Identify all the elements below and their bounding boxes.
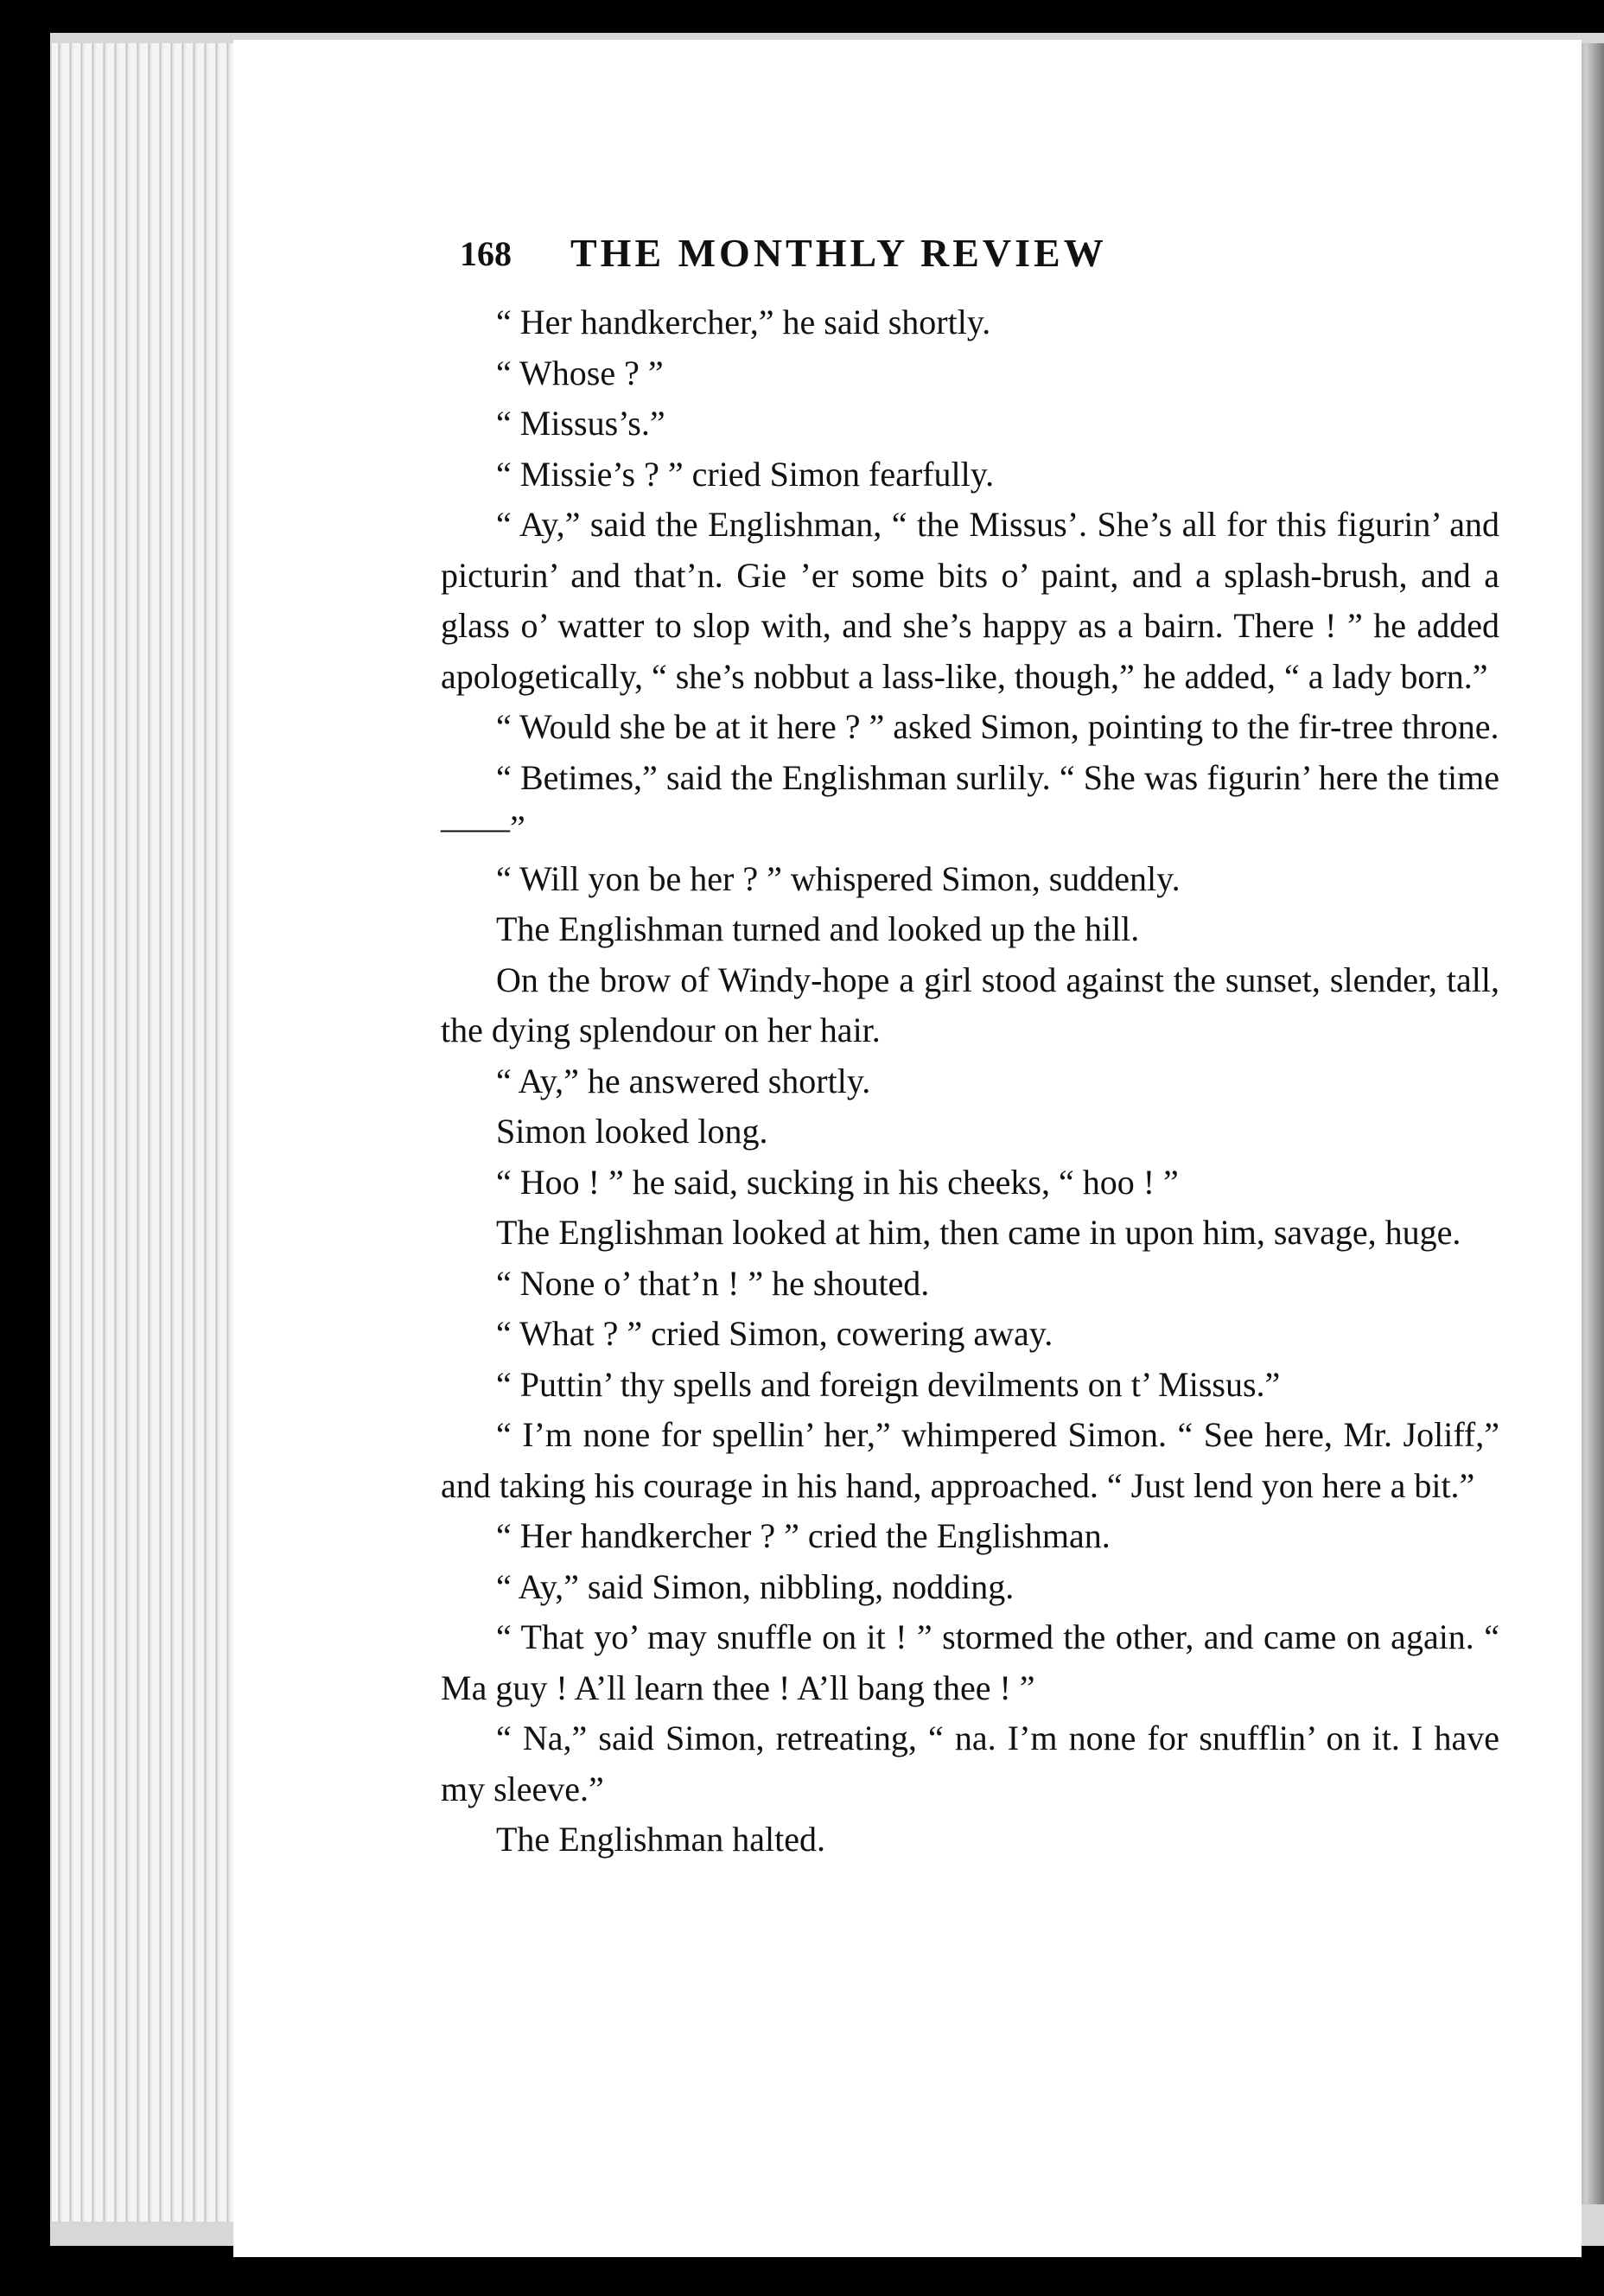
text-body [441, 297, 1499, 1866]
page-number: 168 [460, 234, 512, 273]
paragraph: “ Ay,” he answered shortly. [496, 1061, 871, 1100]
paragraph: On the brow of Windy-hope a girl stood against the sunset, slender, tall, the dying splendour on her hair. [441, 960, 1499, 1049]
page-header [460, 230, 1497, 292]
paragraph: “ Would she be at it here ? ” asked Simon, pointing to the fir-tree throne. [496, 707, 1499, 746]
paragraph: “ Hoo ! ” he said, sucking in his cheeks, “ hoo ! ” [496, 1162, 1179, 1202]
paragraph: “ I’m none for spellin’ her,” whimpered Simon. “ See here, Mr. Joliff,” and taking his courage in his hand, approached. “ Just lend yon here a bit.” [441, 1415, 1499, 1505]
paragraph: “ None o’ that’n ! ” he shouted. [496, 1263, 930, 1303]
paragraph: “ Puttin’ thy spells and foreign devilments on t’ Missus.” [496, 1364, 1281, 1404]
paragraph: Simon looked long. [496, 1112, 768, 1151]
paragraph: “ That yo’ may snuffle on it ! ” stormed the other, and came on again. “ Ma guy ! A’ll learn thee ! A’ll bang thee ! ” [441, 1617, 1499, 1707]
running-title: THE MONTHLY REVIEW [570, 231, 1107, 275]
paragraph: “ What ? ” cried Simon, cowering away. [496, 1314, 1053, 1353]
paragraph: “ Ay,” said the Englishman, “ the Missus’. She’s all for this figurin’ and picturin’ and that’n. Gie ’er some bits o’ paint, and a splash-brush, and a glass o’ watter to slop with, and she’s happy as a bairn. There ! ” he added apologetically, “ she’s nobbut a lass-like, though,” he added, “ a lady born.” [441, 505, 1499, 696]
paragraph: The Englishman turned and looked up the hill. [496, 909, 1140, 948]
paragraph: “ Whose ? ” [496, 353, 664, 392]
paragraph: “ Will yon be her ? ” whispered Simon, suddenly. [496, 858, 1181, 898]
paragraph: “ Na,” said Simon, retreating, “ na. I’m none for snufflin’ on it. I have my sleeve.” [441, 1719, 1499, 1808]
paragraph: “ Missus’s.” [496, 404, 665, 443]
paragraph: “ Betimes,” said the Englishman surlily. “ She was figurin’ here the time——” [441, 757, 1499, 847]
paragraph: “ Her handkercher ? ” cried the Englishman. [496, 1516, 1111, 1555]
paragraph: “ Her handkercher,” he said shortly. [496, 303, 991, 341]
paragraph: The Englishman looked at him, then came in upon him, savage, huge. [496, 1213, 1461, 1252]
paragraph: “ Ay,” said Simon, nibbling, nodding. [496, 1566, 1015, 1606]
page-edges [52, 43, 233, 2222]
paragraph: The Englishman halted. [496, 1820, 826, 1859]
book-page [233, 40, 1582, 2257]
paragraph: “ Missie’s ? ” cried Simon fearfully. [496, 454, 995, 494]
